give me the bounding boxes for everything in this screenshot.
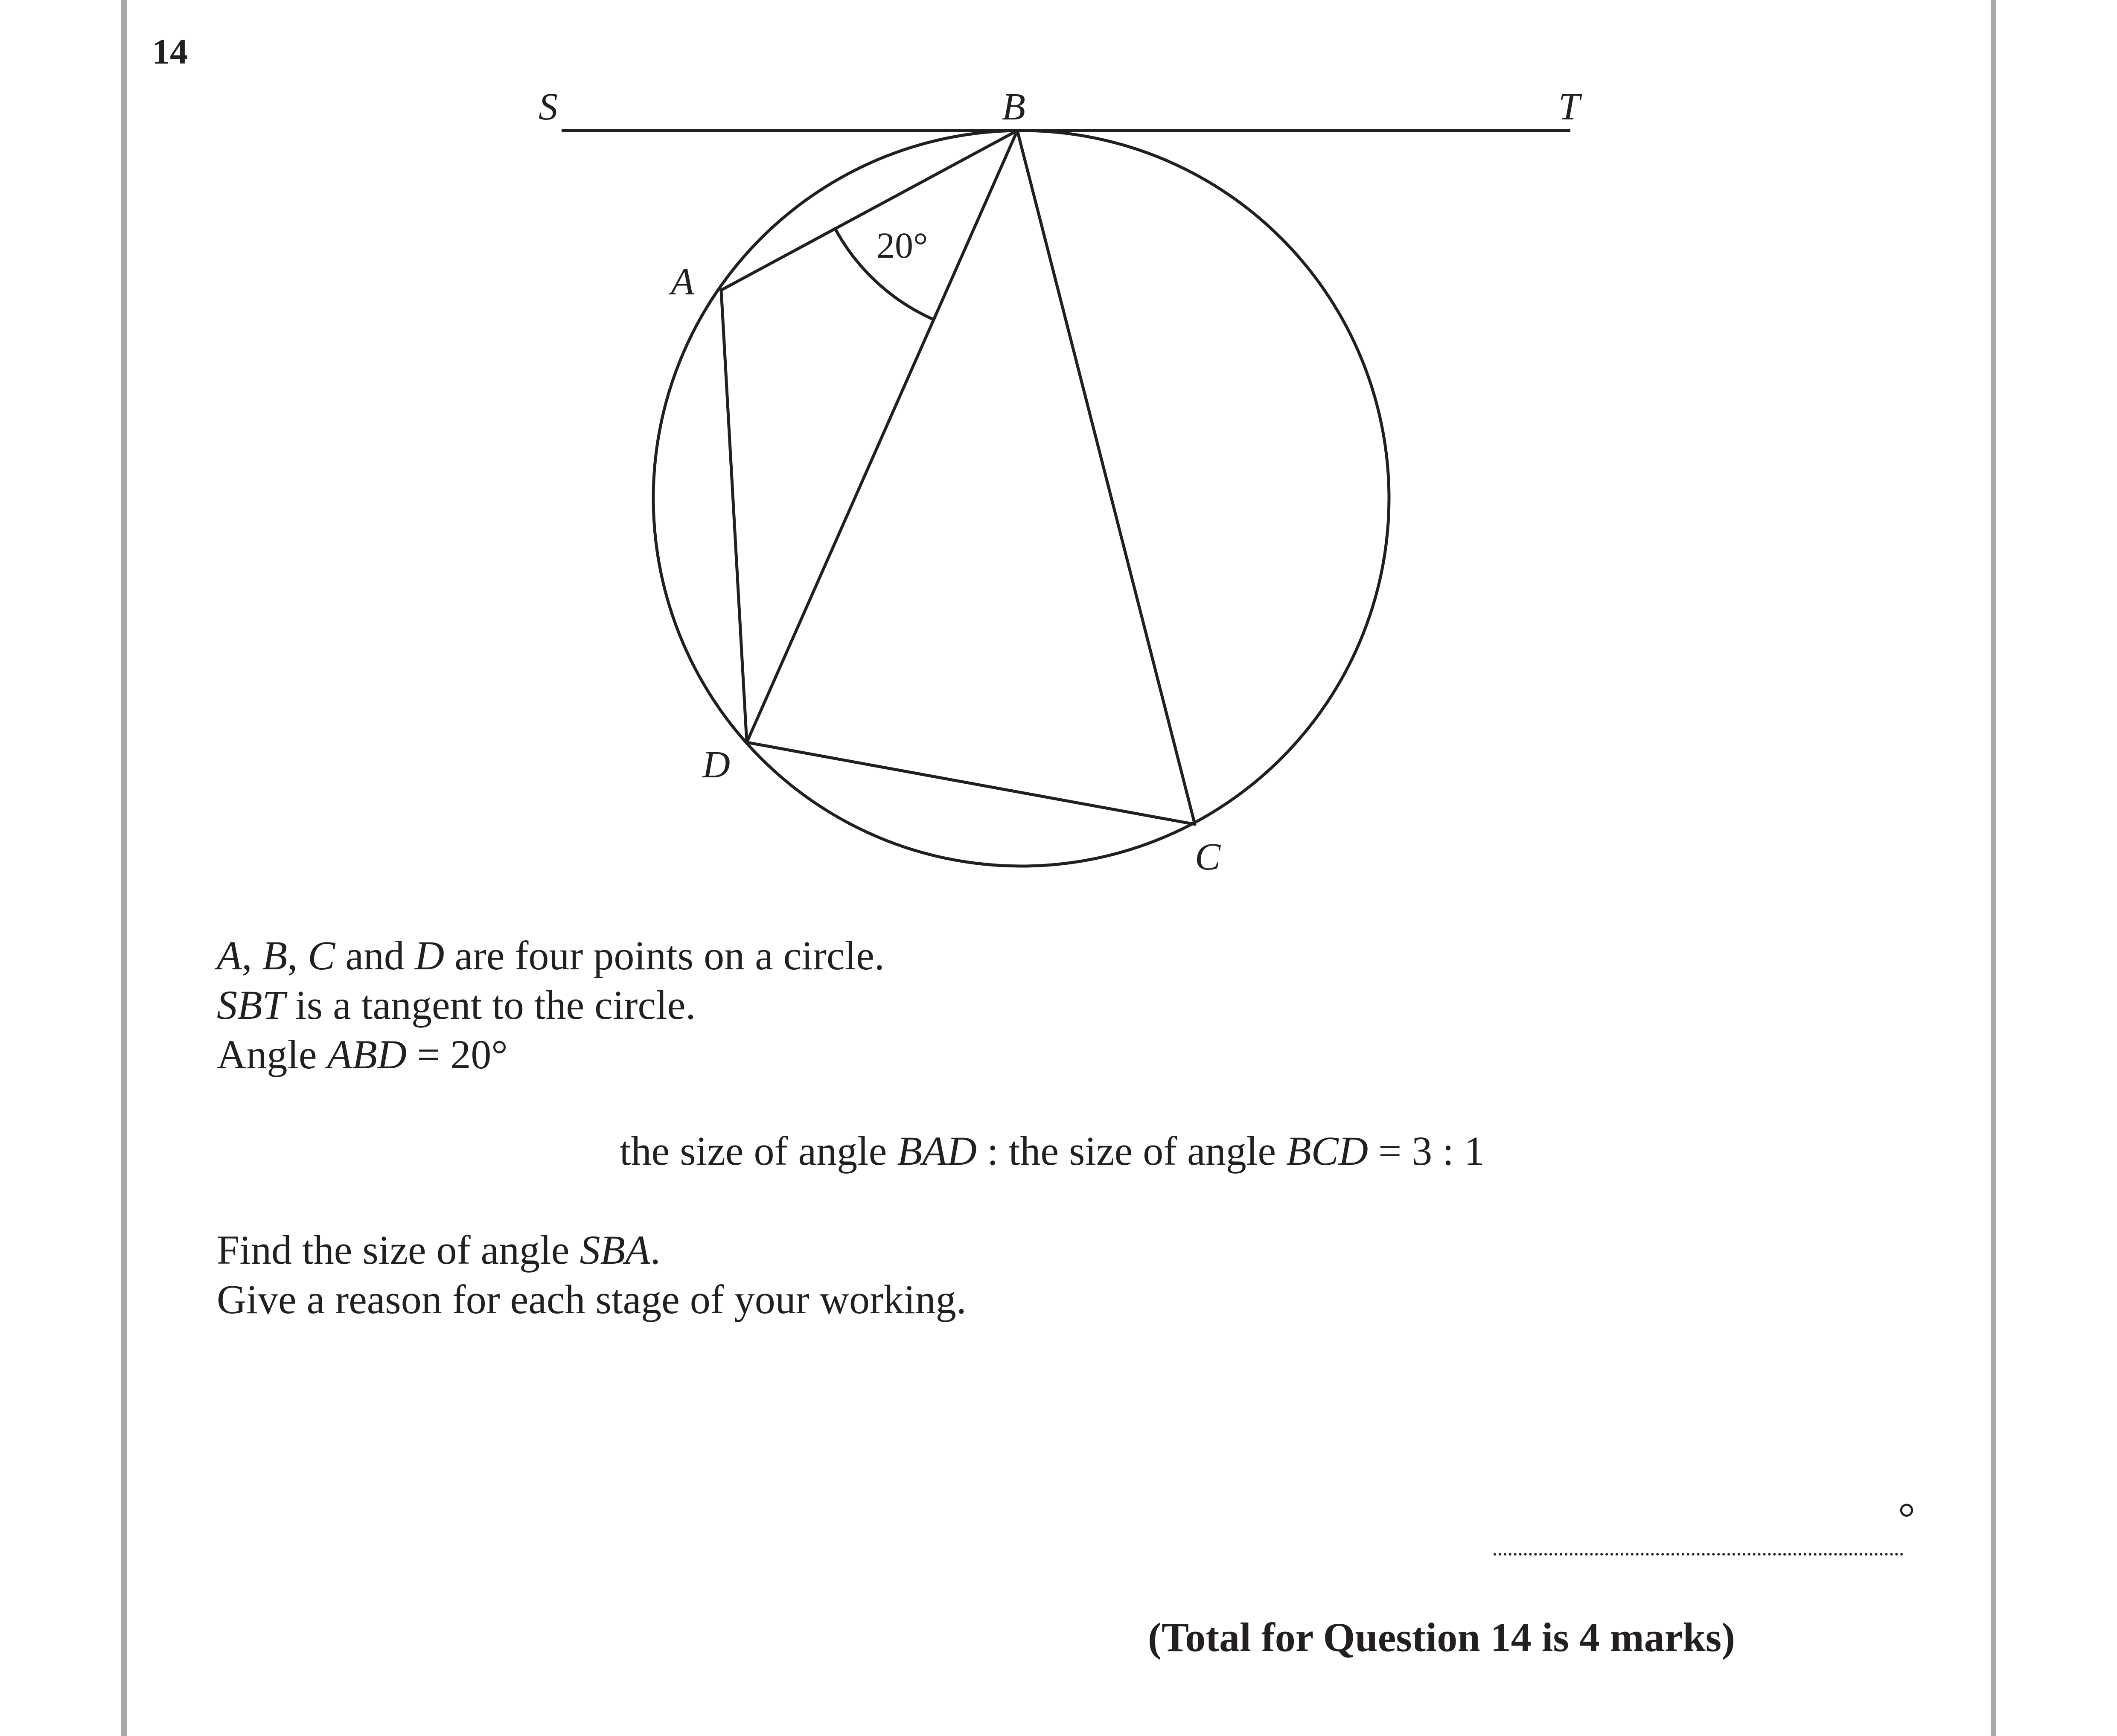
- label-d: D: [702, 744, 730, 786]
- task-instructions: [217, 1225, 967, 1324]
- chord-bd: [747, 131, 1017, 742]
- task-line: Find the size of angle SBA.: [217, 1227, 661, 1273]
- label-a: A: [671, 261, 694, 303]
- quadrilateral-abcd: [721, 131, 1195, 824]
- ratio-statement: the size of angle BAD : the size of angle BCD = 3 : 1: [620, 1128, 1485, 1174]
- label-b: B: [1002, 86, 1025, 128]
- answer-line[interactable]: [1494, 1553, 1903, 1556]
- angle-label-20: 20°: [877, 225, 928, 266]
- question-number: 14: [152, 32, 188, 72]
- answer-degree-symbol: °: [1898, 1494, 1915, 1541]
- question-statements: [217, 931, 885, 1079]
- total-marks: (Total for Question 14 is 4 marks): [1148, 1614, 1736, 1660]
- statement-line: Angle ABD = 20°: [217, 1032, 508, 1077]
- label-t: T: [1558, 86, 1580, 128]
- label-c: C: [1195, 836, 1221, 878]
- statement-line: SBT is a tangent to the circle.: [217, 982, 696, 1028]
- circle: [653, 131, 1389, 866]
- label-s: S: [539, 86, 558, 128]
- statement-line: A, B, C and D are four points on a circle.: [217, 933, 885, 978]
- task-line: Give a reason for each stage of your working.: [217, 1277, 967, 1322]
